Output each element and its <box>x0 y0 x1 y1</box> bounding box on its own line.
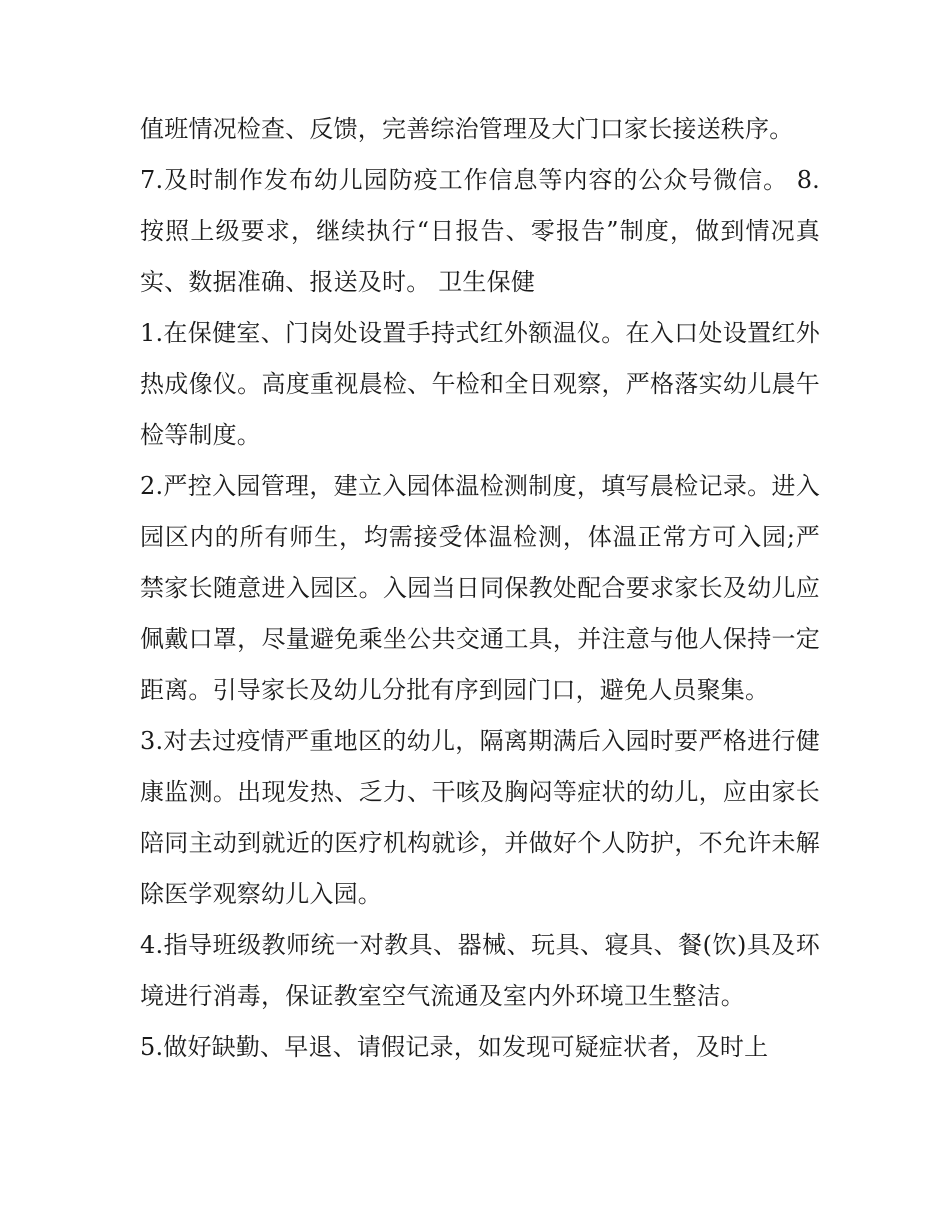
paragraph-duty-check: 值班情况检查、反馈，完善综治管理及大门口家长接送秩序。 <box>140 115 794 143</box>
paragraph-health-4: 4.指导班级教师统一对教具、器械、玩具、寝具、餐(饮)具及环境进行消毒，保证教室空气流通及室内外环境卫生整洁。 <box>140 931 820 1010</box>
paragraph-health-3: 3.对去过疫情严重地区的幼儿，隔离期满后入园时要严格进行健康监测。出现发热、乏力、干咳及胸闷等症状的幼儿，应由家长陪同主动到就近的医疗机构就诊，并做好个人防护，不允许未解除医学观察幼儿入园。 <box>140 727 820 908</box>
paragraph-health-2: 2.严控入园管理，建立入园体温检测制度，填写晨检记录。进入园区内的所有师生，均需接受体温检测，体温正常方可入园;严禁家长随意进入园区。入园当日同保教处配合要求家长及幼儿应佩戴口罩，尽量避免乘坐公共交通工具，并注意与他人保持一定距离。引导家长及幼儿分批有序到园门口，避免人员聚集。 <box>140 472 820 704</box>
document-body <box>140 104 820 1073</box>
paragraph-item-7-8: 7.及时制作发布幼儿园防疫工作信息等内容的公众号微信。 8.按照上级要求，继续执行“日报告、零报告”制度，做到情况真实、数据准确、报送及时。 卫生保健 <box>140 166 820 296</box>
paragraph-health-1: 1.在保健室、门岗处设置手持式红外额温仪。在入口处设置红外热成像仪。高度重视晨检、午检和全日观察，严格落实幼儿晨午检等制度。 <box>140 319 820 449</box>
paragraph-health-5: 5.做好缺勤、早退、请假记录，如发现可疑症状者，及时上 <box>140 1033 769 1061</box>
